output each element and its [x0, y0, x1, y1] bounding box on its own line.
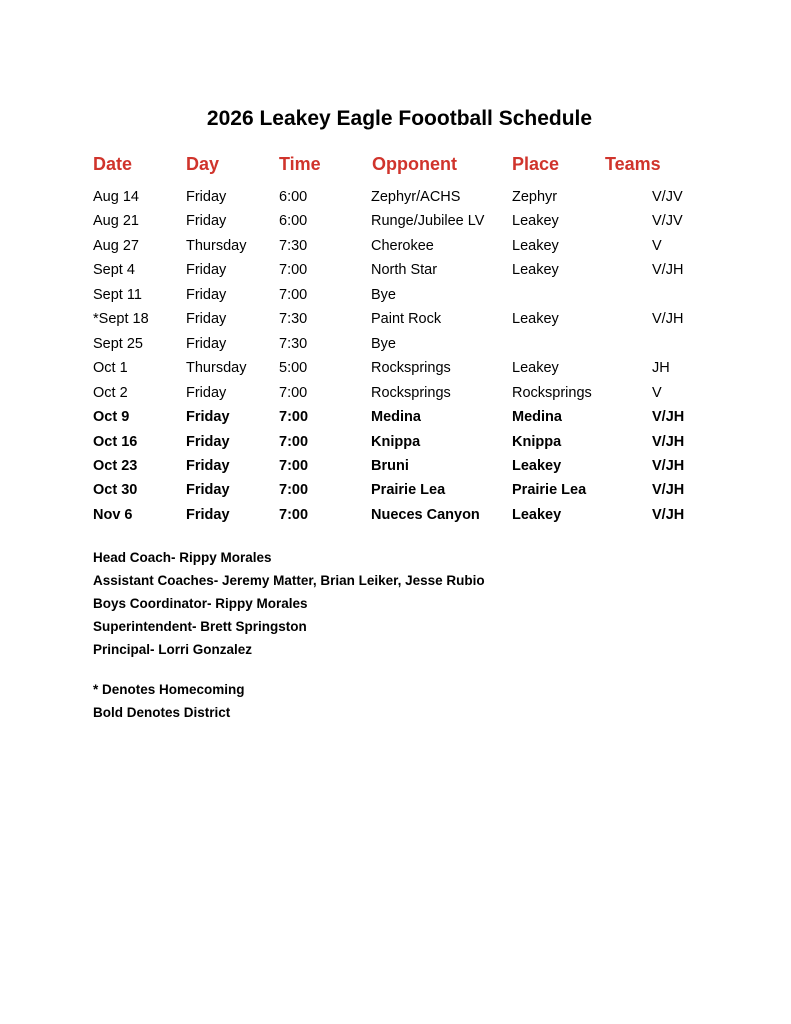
- table-row: [0, 189, 791, 211]
- cell-day: Friday: [186, 409, 230, 426]
- cell-teams: V/JH: [652, 262, 684, 279]
- cell-teams: V/JH: [652, 409, 685, 426]
- cell-day: Friday: [186, 213, 227, 230]
- column-header-teams: Teams: [605, 154, 661, 174]
- cell-day: Thursday: [186, 360, 247, 377]
- cell-date: Aug 14: [93, 189, 139, 205]
- table-row: [0, 434, 791, 456]
- page-title: 2026 Leakey Eagle Foootball Schedule: [206, 107, 593, 130]
- staff-list: [93, 548, 485, 663]
- table-row: [0, 482, 791, 504]
- cell-date: Oct 23: [93, 457, 138, 474]
- column-header-day: Day: [186, 154, 220, 174]
- cell-day: Friday: [186, 286, 227, 303]
- cell-place: Knippa: [512, 433, 562, 450]
- column-header-date: Date: [93, 154, 133, 174]
- note-homecoming: * Denotes Homecoming: [93, 682, 245, 697]
- cell-time: 7:00: [279, 384, 308, 401]
- cell-day: Friday: [186, 433, 230, 450]
- cell-date: Nov 6: [93, 506, 133, 523]
- cell-teams: V/JV: [652, 189, 683, 205]
- table-row: [0, 238, 791, 260]
- cell-opponent: Bye: [371, 286, 396, 303]
- cell-place: Leakey: [512, 506, 562, 523]
- cell-day: Friday: [186, 262, 227, 279]
- cell-date: *Sept 18: [93, 311, 149, 328]
- cell-time: 7:00: [279, 286, 308, 303]
- cell-day: Friday: [186, 482, 230, 499]
- table-row: [0, 311, 791, 333]
- table-row: [0, 287, 791, 309]
- cell-place: Medina: [512, 409, 562, 426]
- cell-opponent: North Star: [371, 262, 438, 279]
- cell-time: 7:00: [279, 482, 309, 499]
- table-row: [0, 262, 791, 284]
- cell-place: Leakey: [512, 262, 559, 279]
- cell-time: 7:00: [279, 409, 309, 426]
- cell-date: Oct 1: [93, 360, 128, 377]
- cell-day: Friday: [186, 384, 227, 401]
- table-row: [0, 360, 791, 382]
- cell-date: Sept 25: [93, 335, 143, 352]
- cell-opponent: Paint Rock: [371, 311, 442, 328]
- cell-opponent: Cherokee: [371, 237, 434, 254]
- cell-teams: V/JV: [652, 213, 683, 230]
- cell-opponent: Nueces Canyon: [371, 506, 480, 523]
- cell-place: Leakey: [512, 213, 559, 230]
- cell-day: Friday: [186, 311, 227, 328]
- cell-date: Oct 2: [93, 384, 128, 401]
- cell-opponent: Medina: [371, 409, 421, 426]
- table-row: [0, 385, 791, 407]
- cell-date: Aug 21: [93, 213, 139, 230]
- cell-opponent: Bye: [371, 335, 396, 352]
- cell-time: 6:00: [279, 213, 308, 230]
- cell-place: Leakey: [512, 237, 559, 254]
- table-row: [0, 458, 791, 480]
- cell-opponent: Knippa: [371, 433, 421, 450]
- cell-opponent: Prairie Lea: [371, 482, 446, 499]
- cell-place: Leakey: [512, 457, 562, 474]
- cell-time: 7:30: [279, 237, 308, 254]
- cell-time: 6:00: [279, 189, 308, 205]
- cell-time: 7:00: [279, 262, 308, 279]
- cell-date: Aug 27: [93, 237, 139, 254]
- cell-time: 5:00: [279, 360, 308, 377]
- cell-teams: V/JH: [652, 482, 685, 499]
- cell-date: Sept 11: [93, 286, 142, 303]
- note-district: Bold Denotes District: [93, 705, 231, 720]
- cell-teams: V/JH: [652, 311, 684, 328]
- column-header-opponent: Opponent: [372, 154, 457, 174]
- cell-place: Rocksprings: [512, 384, 592, 401]
- cell-place: Zephyr: [512, 189, 558, 205]
- column-header-time: Time: [279, 154, 321, 174]
- cell-teams: V: [652, 384, 662, 401]
- cell-place: Prairie Lea: [512, 482, 587, 499]
- cell-day: Friday: [186, 457, 230, 474]
- staff-head-coach: Head Coach- Rippy Morales: [93, 550, 272, 565]
- cell-day: Friday: [186, 335, 227, 352]
- cell-date: Oct 30: [93, 482, 138, 499]
- table-row: [0, 507, 791, 529]
- cell-time: 7:00: [279, 433, 309, 450]
- cell-date: Sept 4: [93, 262, 135, 279]
- cell-opponent: Rocksprings: [371, 360, 451, 377]
- cell-day: Thursday: [186, 237, 247, 254]
- cell-teams: V/JH: [652, 433, 685, 450]
- cell-day: Friday: [186, 189, 227, 205]
- cell-date: Oct 16: [93, 433, 138, 450]
- table-row: [0, 409, 791, 431]
- cell-teams: V/JH: [652, 457, 685, 474]
- cell-opponent: Runge/Jubilee LV: [371, 213, 485, 230]
- cell-place: Leakey: [512, 360, 559, 377]
- cell-opponent: Bruni: [371, 457, 409, 474]
- cell-place: Leakey: [512, 311, 559, 328]
- staff-principal: Principal- Lorri Gonzalez: [93, 642, 253, 657]
- table-row: [0, 336, 791, 358]
- cell-opponent: Zephyr/ACHS: [371, 189, 461, 205]
- column-header-place: Place: [512, 154, 560, 174]
- cell-teams: JH: [652, 360, 670, 377]
- cell-time: 7:00: [279, 457, 309, 474]
- cell-time: 7:30: [279, 335, 308, 352]
- staff-superintendent: Superintendent- Brett Springston: [93, 619, 307, 634]
- cell-date: Oct 9: [93, 409, 130, 426]
- staff-boys-coordinator: Boys Coordinator- Rippy Morales: [93, 596, 308, 611]
- staff-assistant-coaches: Assistant Coaches- Jeremy Matter, Brian Leiker, Jesse Rubio: [93, 573, 485, 588]
- cell-teams: V/JH: [652, 506, 685, 523]
- cell-day: Friday: [186, 506, 230, 523]
- legend-notes: [93, 680, 245, 726]
- cell-opponent: Rocksprings: [371, 384, 451, 401]
- cell-time: 7:30: [279, 311, 308, 328]
- table-row: [0, 213, 791, 235]
- cell-time: 7:00: [279, 506, 309, 523]
- cell-teams: V: [652, 237, 662, 254]
